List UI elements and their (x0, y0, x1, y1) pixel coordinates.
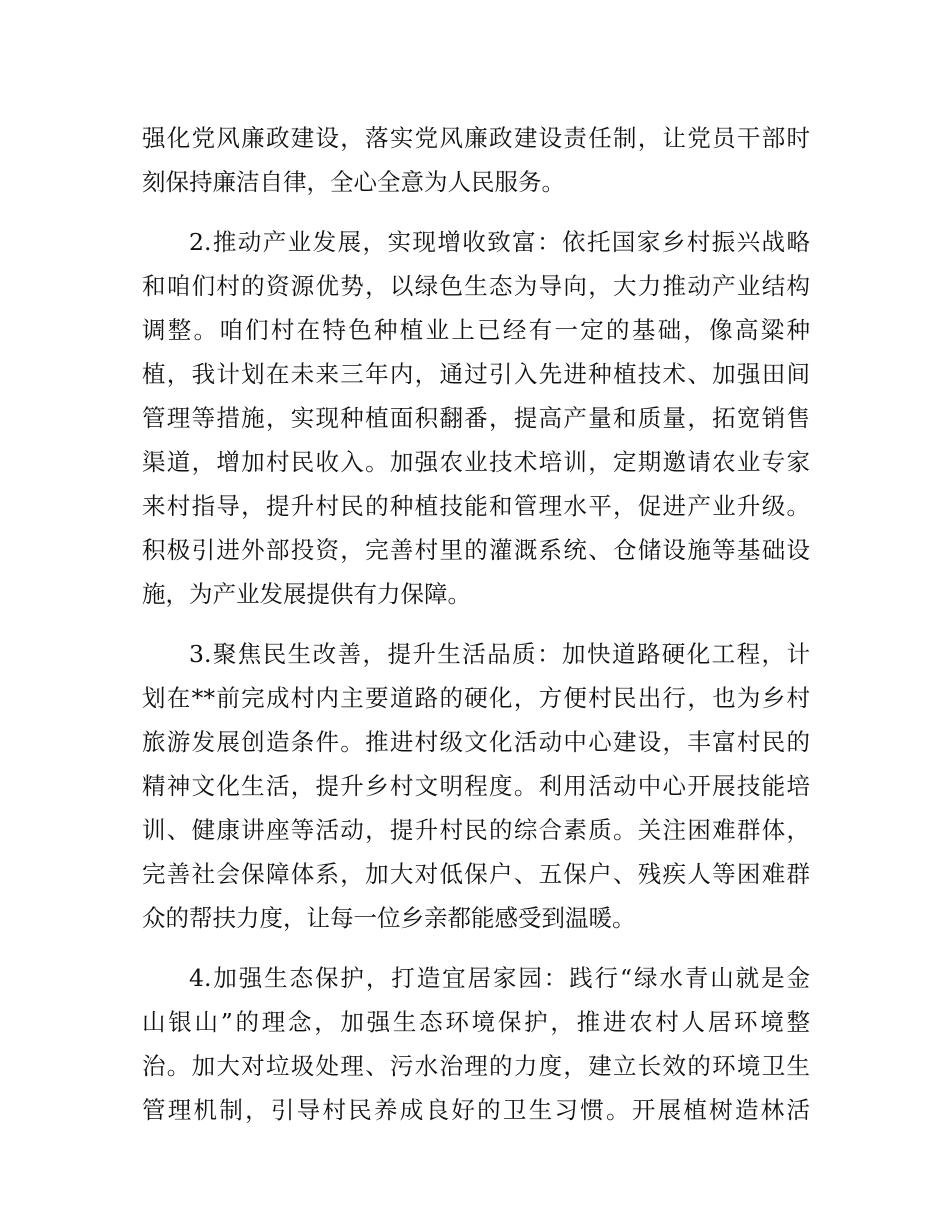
paragraph-line: 调整。咱们村在特色种植业上已经有一定的基础，像高粱种 (142, 316, 810, 344)
paragraph-line: 和咱们村的资源优势，以绿色生态为导向，大力推动产业结构 (142, 272, 810, 300)
paragraph-line: 施，为产业发展提供有力保障。 (142, 580, 471, 608)
paragraph-line: 2.推动产业发展，实现增收致富：依托国家乡村振兴战略 (189, 228, 810, 256)
paragraph-line: 完善社会保障体系，加大对低保户、五保户、残疾人等困难群 (142, 860, 810, 888)
paragraph-line: 管理机制，引导村民养成良好的卫生习惯。开展植树造林活 (142, 1096, 810, 1124)
paragraph-line: 训、健康讲座等活动，提升村民的综合素质。关注困难群体， (142, 816, 810, 844)
paragraph-line: 旅游发展创造条件。推进村级文化活动中心建设，丰富村民的 (142, 728, 810, 756)
paragraph-line: 众的帮扶力度，让每一位乡亲都能感受到温暖。 (142, 904, 636, 932)
paragraph-gap (142, 940, 810, 956)
paragraph-gap (142, 204, 810, 220)
paragraph-line: 积极引进外部投资，完善村里的灌溉系统、仓储设施等基础设 (142, 536, 810, 564)
document-body (142, 116, 810, 1132)
paragraph-1 (142, 116, 810, 204)
paragraph-line: 植，我计划在未来三年内，通过引入先进种植技术、加强田间 (142, 360, 810, 388)
paragraph-line: 治。加大对垃圾处理、污水治理的力度，建立长效的环境卫生 (142, 1052, 810, 1080)
paragraph-line: 山银山”的理念，加强生态环境保护，推进农村人居环境整 (142, 1008, 810, 1036)
paragraph-gap (142, 616, 810, 632)
paragraph-line: 渠道，增加村民收入。加强农业技术培训，定期邀请农业专家 (142, 448, 810, 476)
paragraph-line: 强化党风廉政建设，落实党风廉政建设责任制，让党员干部时 (142, 124, 810, 152)
paragraph-2 (142, 220, 810, 616)
paragraph-line: 刻保持廉洁自律，全心全意为人民服务。 (142, 168, 565, 196)
paragraph-line: 3.聚焦民生改善，提升生活品质：加快道路硬化工程，计 (189, 640, 810, 668)
paragraph-line: 来村指导，提升村民的种植技能和管理水平，促进产业升级。 (142, 492, 810, 520)
paragraph-4 (142, 956, 810, 1132)
paragraph-line: 划在**前完成村内主要道路的硬化，方便村民出行，也为乡村 (142, 684, 810, 712)
paragraph-line: 4.加强生态保护，打造宜居家园：践行“绿水青山就是金 (189, 964, 810, 992)
paragraph-line: 管理等措施，实现种植面积翻番，提高产量和质量，拓宽销售 (142, 404, 810, 432)
paragraph-line: 精神文化生活，提升乡村文明程度。利用活动中心开展技能培 (142, 772, 810, 800)
paragraph-3 (142, 632, 810, 940)
